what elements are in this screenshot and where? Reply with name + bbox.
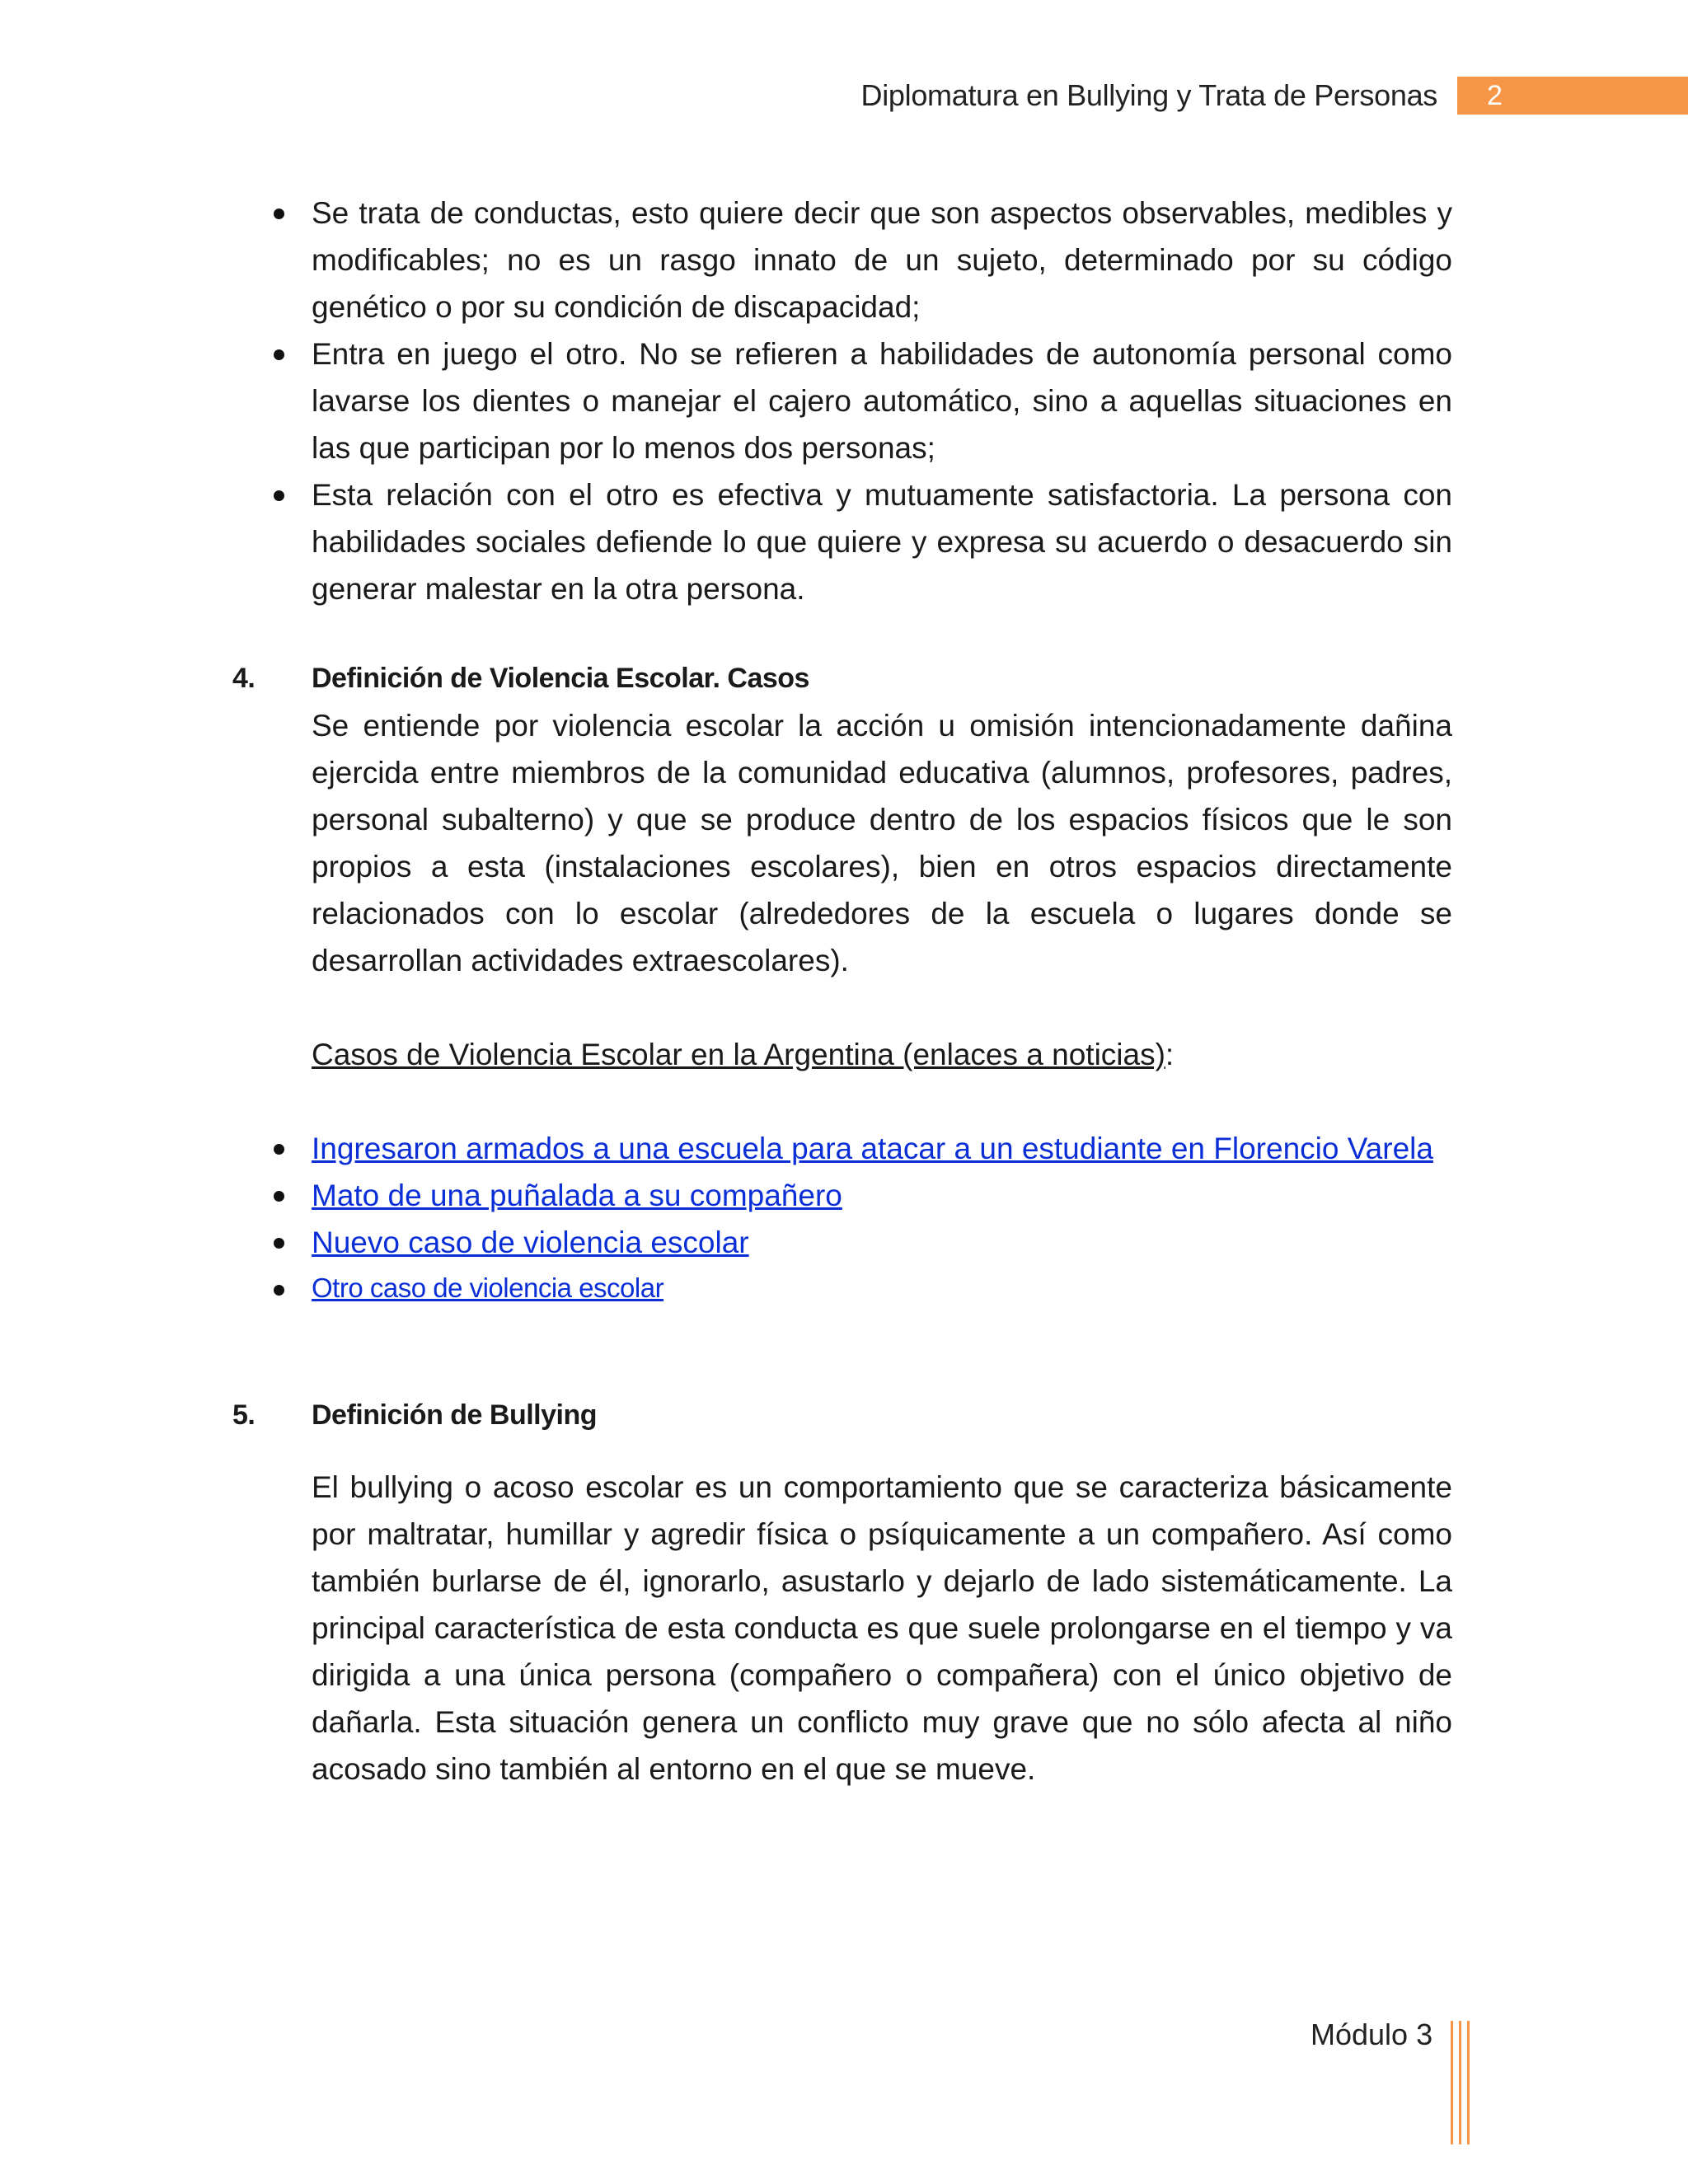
intro-bullet-list bbox=[232, 190, 1452, 612]
footer-decoration bbox=[1451, 2021, 1470, 2144]
section-4-body: Se entiende por violencia escolar la acción u omisión intencionadamente dañina ejercida entre miembros de la comunidad educativa (alumnos, profesores, padres, personal subalterno) y que se produce dentro de los espacios físicos que le son propios a esta (instalaciones escolares), bien en otros espacios directamente relacionados con lo escolar (alrededores de la escuela o lugares donde se desarrollan actividades extraescolares). bbox=[312, 709, 1452, 977]
page-header bbox=[861, 76, 1688, 115]
section-4-number: 4. bbox=[232, 663, 256, 694]
page-number: 2 bbox=[1487, 79, 1503, 111]
page-content bbox=[232, 190, 1452, 1793]
list-item: Esta relación con el otro es efectiva y mutuamente satisfactoria. La persona con habilidades sociales defiende lo que quiere y expresa su acuerdo o desacuerdo sin generar malestar en la otra persona. bbox=[312, 471, 1452, 612]
section-5-body: El bullying o acoso escolar es un comportamiento que se caracteriza básicamente por maltratar, humillar y agredir física o psíquicamente a un compañero. Así como también burlarse de él, ignorarlo, asustarlo y dejarlo de lado sistemáticamente. La principal característica de esta conducta es que suele prolongarse en el tiempo y va dirigida a una única persona (compañero o compañera) con el único objetivo de dañarla. Esta situación genera un conflicto muy grave que no sólo afecta al niño acosado sino también al entorno en el que se mueve. bbox=[312, 1470, 1452, 1786]
section-5-title: Definición de Bullying bbox=[312, 1399, 598, 1431]
section-5-heading bbox=[232, 1392, 1452, 1439]
section-4-heading bbox=[232, 655, 1452, 702]
document-title: Diplomatura en Bullying y Trata de Personas bbox=[860, 78, 1437, 112]
cases-heading bbox=[232, 1031, 1452, 1078]
news-link-otro-caso[interactable]: Otro caso de violencia escolar bbox=[312, 1272, 664, 1303]
page-footer bbox=[1311, 2018, 1432, 2052]
list-item bbox=[312, 1219, 1452, 1266]
list-item bbox=[312, 1125, 1452, 1172]
cases-title-colon: : bbox=[1165, 1038, 1175, 1071]
list-item bbox=[312, 1172, 1452, 1219]
news-link-florencio-varela[interactable]: Ingresaron armados a una escuela para atacar a un estudiante en Florencio Varela bbox=[312, 1132, 1433, 1165]
section-5-number: 5. bbox=[232, 1399, 256, 1431]
list-item bbox=[312, 1266, 1452, 1310]
cases-link-list bbox=[232, 1125, 1452, 1310]
list-item: Entra en juego el otro. No se refieren a habilidades de autonomía personal como lavarse los dientes o manejar el cajero automático, sino a aquellas situaciones en las que participan por lo menos dos personas; bbox=[312, 330, 1452, 471]
module-label: Módulo 3 bbox=[1311, 2018, 1433, 2051]
news-link-punalada[interactable]: Mato de una puñalada a su compañero bbox=[312, 1179, 842, 1212]
news-link-nuevo-caso[interactable]: Nuevo caso de violencia escolar bbox=[312, 1226, 749, 1259]
cases-title: Casos de Violencia Escolar en la Argentina (enlaces a noticias) bbox=[312, 1038, 1165, 1071]
page-number-badge bbox=[1457, 77, 1688, 115]
list-item: Se trata de conductas, esto quiere decir que son aspectos observables, medibles y modificables; no es un rasgo innato de un sujeto, determinado por su código genético o por su condición de discapacidad; bbox=[312, 190, 1452, 330]
section-4-title: Definición de Violencia Escolar. Casos bbox=[312, 663, 809, 694]
